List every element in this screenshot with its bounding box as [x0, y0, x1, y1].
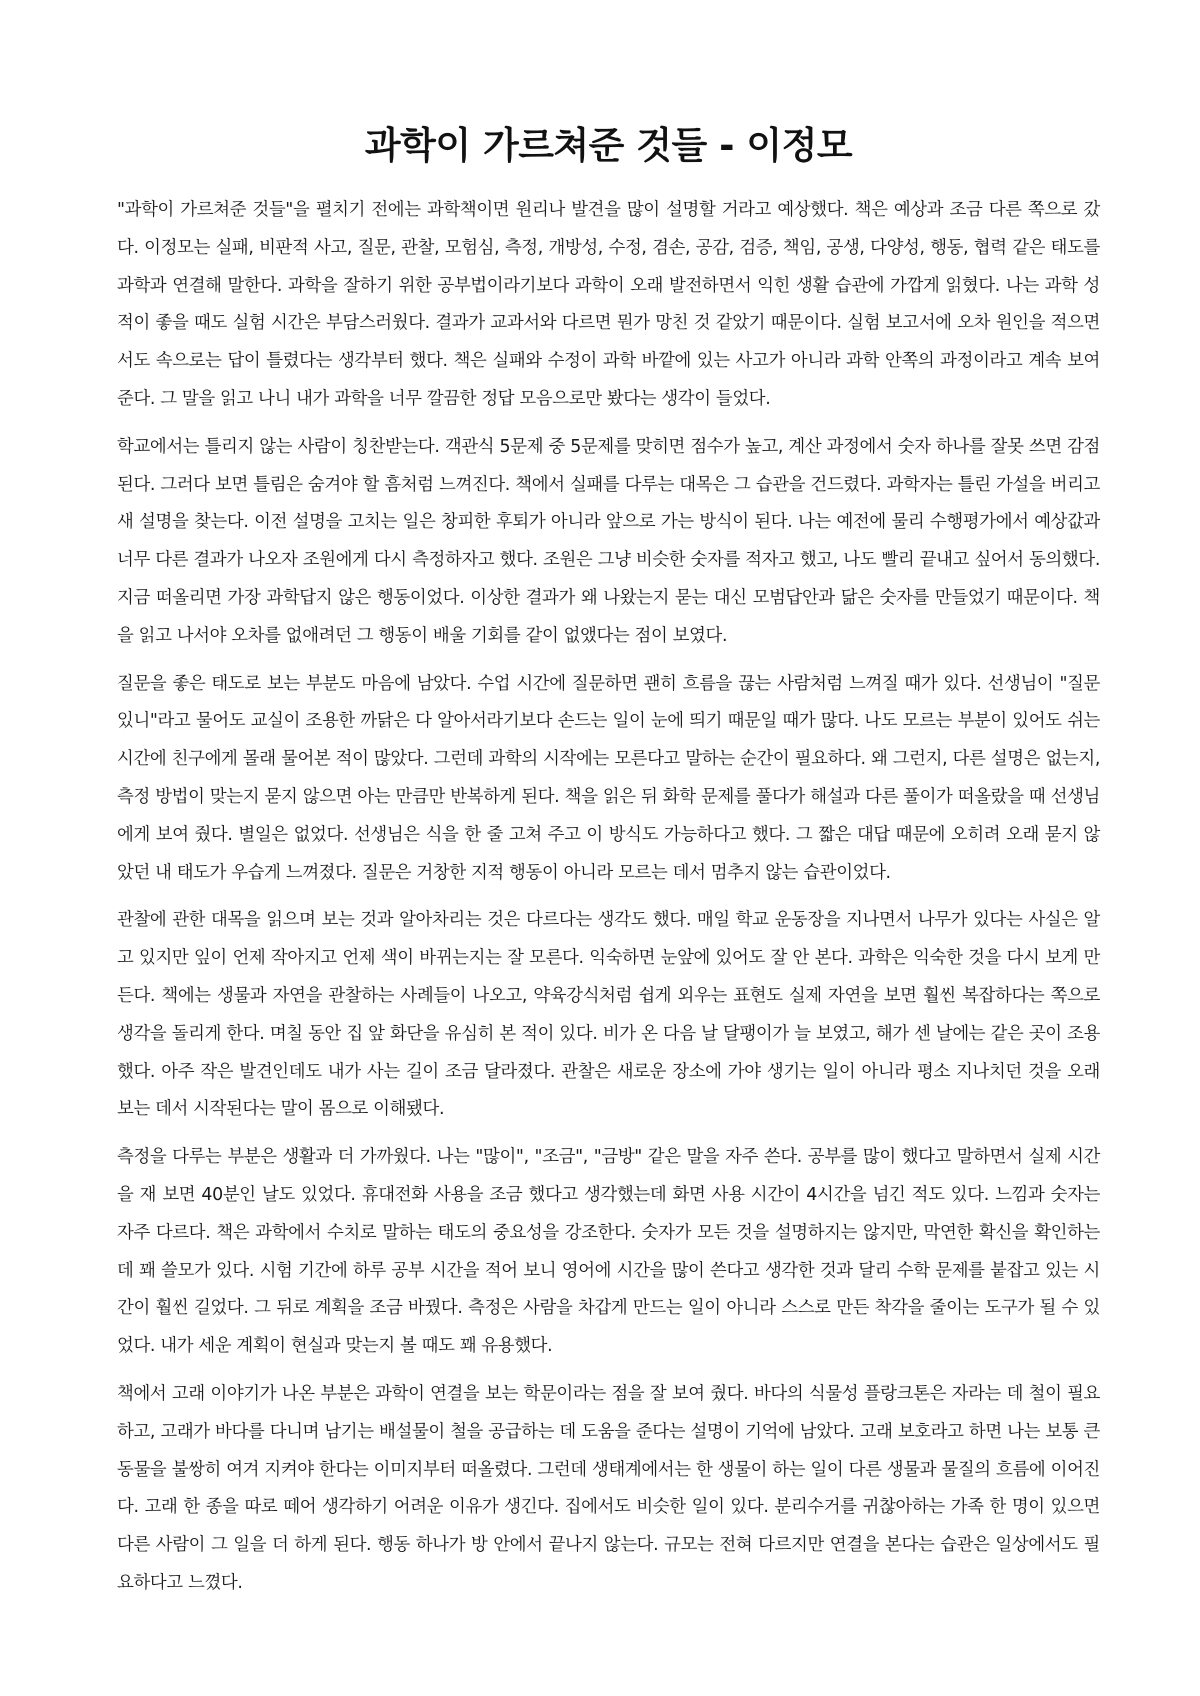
paragraph-2: 학교에서는 틀리지 않는 사람이 칭찬받는다. 객관식 5문제 중 5문제를 맞히면 점수가 높고, 계산 과정에서 숫자 하나를 잘못 쓰면 감점된다. 그러다 보면 틀림은 숨겨야 할 흠처럼 느껴진다. 책에서 실패를 다루는 대목은 그 습관을 건드렸다. 과학자는 틀린 가설을 버리고 새 설명을 찾는다. 이전 설명을 고치는 일은 창피한 후퇴가 아니라 앞으로 가는 방식이 된다. 나는 예전에 물리 수행평가에서 예상값과 너무 다른 결과가 나오자 조원에게 다시 측정하자고 했다. 조원은 그냥 비슷한 숫자를 적자고 했고, 나도 빨리 끝내고 싶어서 동의했다. 지금 떠올리면 가장 과학답지 않은 행동이었다. 이상한 결과가 왜 나왔는지 묻는 대신 모범답안과 닮은 숫자를 만들었기 때문이다. 책을 읽고 나서야 오차를 없애려던 그 행동이 배울 기회를 같이 없앴다는 점이 보였다. [117, 436, 1100, 646]
paragraph-4: 관찰에 관한 대목을 읽으며 보는 것과 알아차리는 것은 다르다는 생각도 했다. 매일 학교 운동장을 지나면서 나무가 있다는 사실은 알고 있지만 잎이 언제 작아지고 언제 색이 바뀌는지는 잘 모른다. 익숙하면 눈앞에 있어도 잘 안 본다. 과학은 익숙한 것을 다시 보게 만든다. 책에는 생물과 자연을 관찰하는 사례들이 나오고, 약육강식처럼 쉽게 외우는 표현도 실제 자연을 보면 훨씬 복잡하다는 쪽으로 생각을 돌리게 한다. 며칠 동안 집 앞 화단을 유심히 본 적이 있다. 비가 온 다음 날 달팽이가 늘 보였고, 해가 센 날에는 같은 곳이 조용했다. 아주 작은 발견인데도 내가 사는 길이 조금 달라졌다. 관찰은 새로운 장소에 가야 생기는 일이 아니라 평소 지나치던 것을 오래 보는 데서 시작된다는 말이 몸으로 이해됐다. [117, 910, 1100, 1120]
document-title: 과학이 가르쳐준 것들 - 이정모 [364, 124, 853, 167]
paragraph-6: 책에서 고래 이야기가 나온 부분은 과학이 연결을 보는 학문이라는 점을 잘 보여 줬다. 바다의 식물성 플랑크톤은 자라는 데 철이 필요하고, 고래가 바다를 다니며 남기는 배설물이 철을 공급하는 데 도움을 준다는 설명이 기억에 남았다. 고래 보호라고 하면 나는 보통 큰 동물을 불쌍히 여겨 지켜야 한다는 이미지부터 떠올렸다. 그런데 생태계에서는 한 생물이 하는 일이 다른 생물과 물질의 흐름에 이어진다. 고래 한 종을 따로 떼어 생각하기 어려운 이유가 생긴다. 집에서도 비슷한 일이 있다. 분리수거를 귀찮아하는 가족 한 명이 있으면 다른 사람이 그 일을 더 하게 된다. 행동 하나가 방 안에서 끝나지 않는다. 규모는 전혀 다르지만 연결을 본다는 습관은 일상에서도 필요하다고 느꼈다. [117, 1383, 1100, 1593]
paragraph-1: "과학이 가르쳐준 것들"을 펼치기 전에는 과학책이면 원리나 발견을 많이 설명할 거라고 예상했다. 책은 예상과 조금 다른 쪽으로 갔다. 이정모는 실패, 비판적 사고, 질문, 관찰, 모험심, 측정, 개방성, 수정, 겸손, 공감, 검증, 책임, 공생, 다양성, 행동, 협력 같은 태도를 과학과 연결해 말한다. 과학을 잘하기 위한 공부법이라기보다 과학이 오래 발전하면서 익힌 생활 습관에 가깝게 읽혔다. 나는 과학 성적이 좋을 때도 실험 시간은 부담스러웠다. 결과가 교과서와 다르면 뭔가 망친 것 같았기 때문이다. 실험 보고서에 오차 원인을 적으면서도 속으로는 답이 틀렸다는 생각부터 했다. 책은 실패와 수정이 과학 바깥에 있는 사고가 아니라 과학 안쪽의 과정이라고 계속 보여 준다. 그 말을 읽고 나니 내가 과학을 너무 깔끔한 정답 모음으로만 봤다는 생각이 들었다. [117, 200, 1100, 409]
paragraph-5: 측정을 다루는 부분은 생활과 더 가까웠다. 나는 "많이", "조금", "금방" 같은 말을 자주 쓴다. 공부를 많이 했다고 말하면서 실제 시간을 재 보면 40분인 날도 있었다. 휴대전화 사용을 조금 했다고 생각했는데 화면 사용 시간이 4시간을 넘긴 적도 있다. 느낌과 숫자는 자주 다르다. 책은 과학에서 수치로 말하는 태도의 중요성을 강조한다. 숫자가 모든 것을 설명하지는 않지만, 막연한 확신을 확인하는 데 꽤 쓸모가 있다. 시험 기간에 하루 공부 시간을 적어 보니 영어에 시간을 많이 쓴다고 생각한 것과 달리 수학 문제를 붙잡고 있는 시간이 훨씬 길었다. 그 뒤로 계획을 조금 바꿨다. 측정은 사람을 차갑게 만드는 일이 아니라 스스로 만든 착각을 줄이는 도구가 될 수 있었다. 내가 세운 계획이 현실과 맞는지 볼 때도 꽤 유용했다. [117, 1147, 1100, 1357]
paragraph-3: 질문을 좋은 태도로 보는 부분도 마음에 남았다. 수업 시간에 질문하면 괜히 흐름을 끊는 사람처럼 느껴질 때가 있다. 선생님이 "질문 있니"라고 물어도 교실이 조용한 까닭은 다 알아서라기보다 손드는 일이 눈에 띄기 때문일 때가 많다. 나도 모르는 부분이 있어도 쉬는 시간에 친구에게 몰래 물어본 적이 많았다. 그런데 과학의 시작에는 모른다고 말하는 순간이 필요하다. 왜 그런지, 다른 설명은 없는지, 측정 방법이 맞는지 묻지 않으면 아는 만큼만 반복하게 된다. 책을 읽은 뒤 화학 문제를 풀다가 해설과 다른 풀이가 떠올랐을 때 선생님에게 보여 줬다. 별일은 없었다. 선생님은 식을 한 줄 고쳐 주고 이 방식도 가능하다고 했다. 그 짧은 대답 때문에 오히려 오래 묻지 않았던 내 태도가 우습게 느껴졌다. 질문은 거창한 지적 행동이 아니라 모르는 데서 멈추지 않는 습관이었다. [117, 673, 1100, 883]
